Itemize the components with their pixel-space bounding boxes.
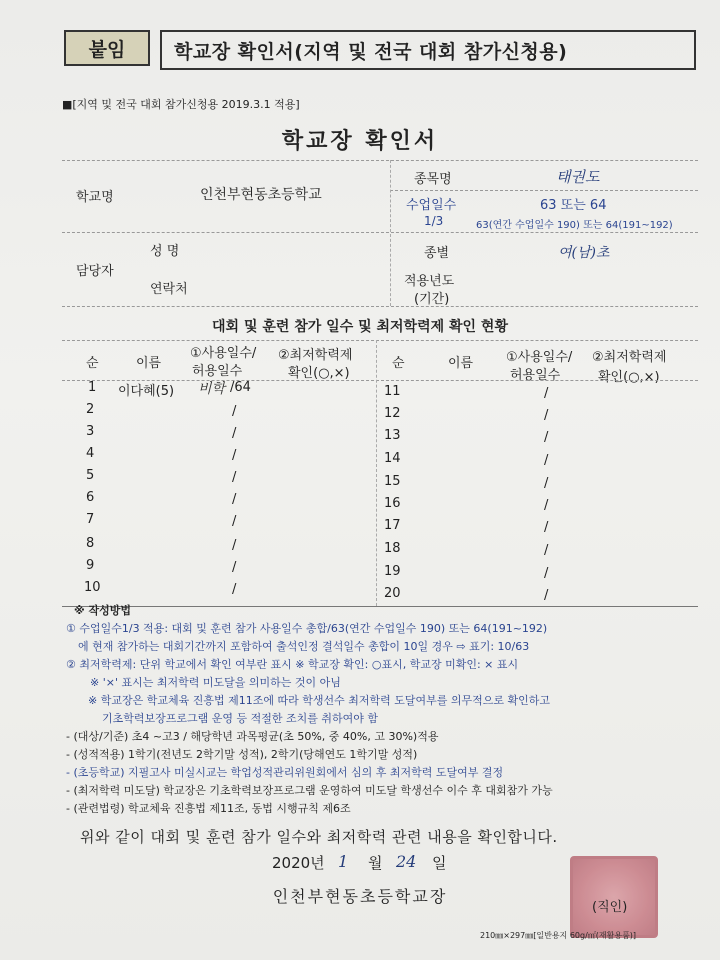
note-3: ※ '×' 표시는 최저학력 미도달을 의미하는 것이 아님 bbox=[90, 676, 341, 689]
standard-note: ■[지역 및 전국 대회 참가신청용 2019.3.1 적용] bbox=[62, 98, 300, 111]
detail-2: - (성적적용) 1학기(전년도 2학기말 성적), 2학기(당해연도 1학기말 성적) bbox=[66, 748, 418, 761]
year-label: 적용년도 bbox=[404, 274, 455, 289]
date-month-label: 월 bbox=[368, 854, 383, 872]
school-label: 학교명 bbox=[76, 190, 114, 205]
row-no: 3 bbox=[86, 424, 95, 439]
name-label: 성 명 bbox=[150, 244, 180, 259]
row-no: 7 bbox=[86, 512, 95, 527]
divider bbox=[390, 190, 698, 191]
col-name: 이름 bbox=[136, 356, 162, 371]
row-no: 19 bbox=[384, 564, 401, 579]
detail-3: - (초등학교) 지필고사 미실시교는 학업성적관리위원회에서 심의 후 최저학력 도달여부 결정 bbox=[66, 766, 504, 779]
page-title: 학교장 확인서 bbox=[281, 129, 439, 154]
gender-value: 여(남)초 bbox=[558, 245, 610, 261]
row-used: 비학 bbox=[198, 381, 226, 397]
note-1a: ① 수업일수1/3 적용: 대회 및 훈련 참가 사용일수 총합/63(연간 수업일수 190) 또는 64(191~192) bbox=[66, 622, 548, 635]
row-allowed: / bbox=[544, 476, 549, 491]
row-no: 6 bbox=[86, 490, 95, 505]
row-allowed: / bbox=[232, 426, 237, 441]
divider bbox=[390, 160, 391, 306]
days-value: 63 또는 64 bbox=[540, 198, 607, 213]
row-allowed: / bbox=[232, 448, 237, 463]
row-allowed: / bbox=[544, 520, 549, 535]
col-days: ①사용일수/ bbox=[190, 346, 257, 361]
detail-1: - (대상/기준) 초4 ~고3 / 해당학년 과목평균(초 50%, 중 40%, 고 30%)적용 bbox=[66, 730, 439, 743]
date-day-label: 일 bbox=[432, 854, 447, 872]
row-no: 15 bbox=[384, 474, 401, 489]
gender-label: 종별 bbox=[424, 246, 450, 261]
row-allowed: / bbox=[544, 408, 549, 423]
year-label-period: (기간) bbox=[414, 292, 450, 307]
row-allowed: / bbox=[232, 582, 237, 597]
row-no: 17 bbox=[384, 518, 401, 533]
row-no: 11 bbox=[384, 384, 401, 399]
row-no: 4 bbox=[86, 446, 95, 461]
row-no: 14 bbox=[384, 451, 401, 466]
row-allowed: / bbox=[544, 588, 549, 603]
row-no: 9 bbox=[86, 558, 95, 573]
col-min-right: ②최저학력제 bbox=[592, 350, 667, 365]
col-days-2: 허용일수 bbox=[192, 364, 243, 379]
row-no: 1 bbox=[88, 380, 97, 395]
days-note: 63(연간 수업일수 190) 또는 64(191~192) bbox=[476, 220, 673, 231]
row-no: 5 bbox=[86, 468, 95, 483]
header-title: 학교장 확인서(지역 및 전국 대회 참가신청용) bbox=[160, 30, 696, 70]
divider bbox=[62, 340, 698, 341]
event-value: 태권도 bbox=[556, 168, 600, 186]
note-1b: 에 현재 참가하는 대회기간까지 포함하여 출석인정 결석일수 총합이 10일 경우 ⇨ 표기: 10/63 bbox=[78, 640, 530, 653]
date-month: 1 bbox=[338, 852, 349, 871]
row-no: 10 bbox=[84, 580, 101, 595]
date-day: 24 bbox=[396, 852, 417, 871]
row-no: 2 bbox=[86, 402, 95, 417]
row-no: 20 bbox=[384, 586, 401, 601]
note-2: ② 최저학력제: 단위 학교에서 확인 여부란 표시 ※ 학교장 확인: ○표시, 학교장 미확인: × 표시 bbox=[66, 658, 519, 671]
row-no: 13 bbox=[384, 428, 401, 443]
divider bbox=[62, 160, 698, 161]
row-no: 12 bbox=[384, 406, 401, 421]
col-min-2: 확인(○,×) bbox=[288, 366, 350, 381]
detail-5: - (관련법령) 학교체육 진흥법 제11조, 동법 시행규칙 제6조 bbox=[66, 802, 351, 815]
table-title: 대회 및 훈련 참가 일수 및 최저학력제 확인 현황 bbox=[212, 319, 508, 335]
seal-label: (직인) bbox=[592, 900, 628, 915]
col-days-right-2: 허용일수 bbox=[510, 368, 561, 383]
row-no: 16 bbox=[384, 496, 401, 511]
col-min: ②최저학력제 bbox=[278, 348, 353, 363]
row-allowed: / bbox=[544, 386, 549, 401]
contact-label: 연락처 bbox=[150, 282, 188, 297]
row-allowed: / bbox=[544, 498, 549, 513]
row-no: 8 bbox=[86, 536, 95, 551]
row-allowed: / bbox=[232, 404, 237, 419]
principal-name: 인천부현동초등학교장 bbox=[272, 887, 448, 906]
note-4b: 기초학력보장프로그램 운영 등 적절한 조치를 취하여야 함 bbox=[102, 712, 379, 725]
date-year: 2020년 bbox=[272, 854, 325, 872]
divider bbox=[62, 306, 698, 307]
event-label: 종목명 bbox=[414, 172, 452, 187]
days-label: 수업일수 bbox=[406, 198, 457, 213]
attachment-tag: 붙임 bbox=[64, 30, 150, 66]
paper-spec: 210㎜×297㎜[일반용지 60g/㎡(재활용품)] bbox=[480, 931, 637, 940]
staff-label: 담당자 bbox=[76, 264, 114, 279]
col-days-right: ①사용일수/ bbox=[506, 350, 573, 365]
col-min-right-2: 확인(○,×) bbox=[598, 370, 660, 385]
divider bbox=[376, 340, 377, 606]
divider bbox=[62, 232, 698, 233]
row-allowed: /64 bbox=[230, 380, 251, 395]
row-allowed: / bbox=[544, 453, 549, 468]
note-4a: ※ 학교장은 학교체육 진흥법 제11조에 따라 학생선수 최저학력 도달여부를 의무적으로 확인하고 bbox=[88, 694, 550, 707]
divider bbox=[62, 606, 698, 607]
row-no: 18 bbox=[384, 541, 401, 556]
row-allowed: / bbox=[544, 430, 549, 445]
row-allowed: / bbox=[232, 470, 237, 485]
school-value: 인천부현동초등학교 bbox=[200, 187, 322, 203]
row-allowed: / bbox=[232, 538, 237, 553]
detail-4: - (최저학력 미도달) 학교장은 기초학력보장프로그램 운영하여 미도달 학생선수 이수 후 대회참가 가능 bbox=[66, 784, 553, 797]
col-no-right: 순 bbox=[392, 356, 405, 371]
row-allowed: / bbox=[232, 514, 237, 529]
row-allowed: / bbox=[544, 543, 549, 558]
notes-heading: ※ 작성방법 bbox=[74, 604, 132, 617]
row-name: 이다혜(5) bbox=[118, 384, 175, 399]
confirm-statement: 위와 같이 대회 및 훈련 참가 일수와 최저학력 관련 내용을 확인합니다. bbox=[80, 828, 558, 846]
row-allowed: / bbox=[232, 560, 237, 575]
row-allowed: / bbox=[232, 492, 237, 507]
days-fraction: 1/3 bbox=[424, 214, 444, 228]
col-no: 순 bbox=[86, 356, 99, 371]
col-name-right: 이름 bbox=[448, 356, 474, 371]
row-allowed: / bbox=[544, 566, 549, 581]
